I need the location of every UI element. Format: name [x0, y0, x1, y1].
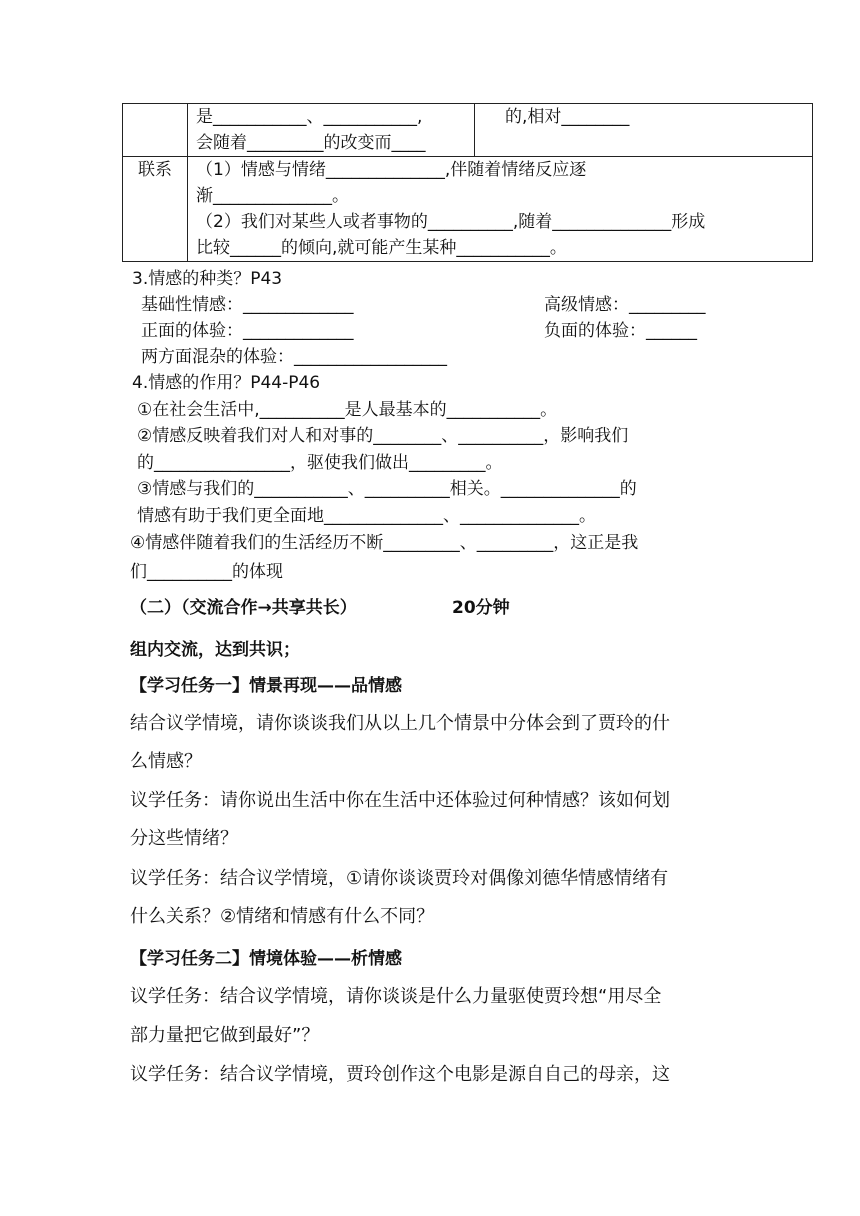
- task-1-paragraph-1a: 结合议学情境，请你谈谈我们从以上几个情景中分体会到了贾玲的什: [130, 713, 670, 734]
- question-4-title: 4.情感的作用？P44-P46: [132, 373, 321, 393]
- task-1-paragraph-2a: 议学任务：请你说出生活中你在生活中还体验过何种情感？该如何划: [130, 790, 670, 811]
- task-1-paragraph-1b: 么情感？: [130, 751, 202, 772]
- effect-line-4: ③情感与我们的___________、__________相关。______________的: [137, 479, 637, 499]
- task-1-paragraph-3b: 什么关系？②情绪和情感有什么不同？: [130, 906, 435, 927]
- effect-line-7: 们__________的体现: [130, 562, 283, 582]
- table-text: （1）情感与情绪______________,伴随着情绪反应逐: [196, 160, 587, 180]
- task-2-paragraph-1b: 部力量把它做到最好”？: [130, 1025, 320, 1046]
- task-1-heading: 【学习任务一】情景再现——品情感: [130, 676, 402, 696]
- table-text: （2）我们对某些人或者事物的__________,随着______________形成: [196, 212, 706, 232]
- consensus-text: 组内交流，达到共识；: [130, 640, 300, 660]
- task-2-paragraph-1a: 议学任务：结合议学情境，请你谈谈是什么力量驱使贾玲想“用尽全: [130, 986, 662, 1007]
- effect-line-3: 的________________，驱使我们做出_________。: [137, 453, 503, 473]
- table-text: 是___________、___________,: [196, 107, 423, 127]
- table-text: 的,相对________: [505, 107, 630, 127]
- table-cell-left: [188, 104, 475, 157]
- section-2-heading: （二）（交流合作→共享共长）: [130, 598, 357, 618]
- positive-experience-line: 正面的体验：_____________: [141, 321, 354, 341]
- task-2-paragraph-2a: 议学任务：结合议学情境，贾玲创作这个电影是源自自己的母亲，这: [130, 1064, 670, 1085]
- advanced-emotion-line: 高级情感：_________: [544, 295, 706, 315]
- basic-emotion-line: 基础性情感：_____________: [141, 295, 354, 315]
- effect-line-5: 情感有助于我们更全面地______________、______________。: [137, 506, 596, 526]
- effect-line-1: ①在社会生活中,__________是人最基本的___________。: [137, 400, 558, 420]
- task-1-paragraph-3a: 议学任务：结合议学情境，①请你谈谈贾玲对偶像刘德华情感情绪有: [130, 868, 669, 889]
- table-row: [123, 157, 813, 262]
- knowledge-table: [122, 103, 813, 262]
- table-text: 会随着_________的改变而____: [196, 133, 426, 153]
- effect-line-2: ②情感反映着我们对人和对事的________、__________，影响我们: [137, 426, 629, 446]
- table-cell-right: [475, 104, 813, 157]
- section-2-time: 20分钟: [452, 598, 510, 618]
- negative-experience-line: 负面的体验：______: [544, 321, 697, 341]
- effect-line-6: ④情感伴随着我们的生活经历不断_________、_________，这正是我: [130, 533, 639, 553]
- table-cell-relation: [188, 157, 813, 262]
- table-cell-empty: [123, 104, 188, 157]
- table-row: [123, 104, 813, 157]
- question-3-title: 3.情感的种类？P43: [132, 269, 283, 289]
- table-text: 渐______________。: [196, 186, 349, 206]
- mixed-experience-line: 两方面混杂的体验：__________________: [141, 347, 447, 367]
- task-2-heading: 【学习任务二】情境体验——析情感: [130, 949, 402, 969]
- table-text: 比较______的倾向,就可能产生某种___________。: [196, 238, 567, 258]
- task-1-paragraph-2b: 分这些情绪？: [130, 828, 238, 849]
- row-label-relation: 联系: [123, 157, 188, 262]
